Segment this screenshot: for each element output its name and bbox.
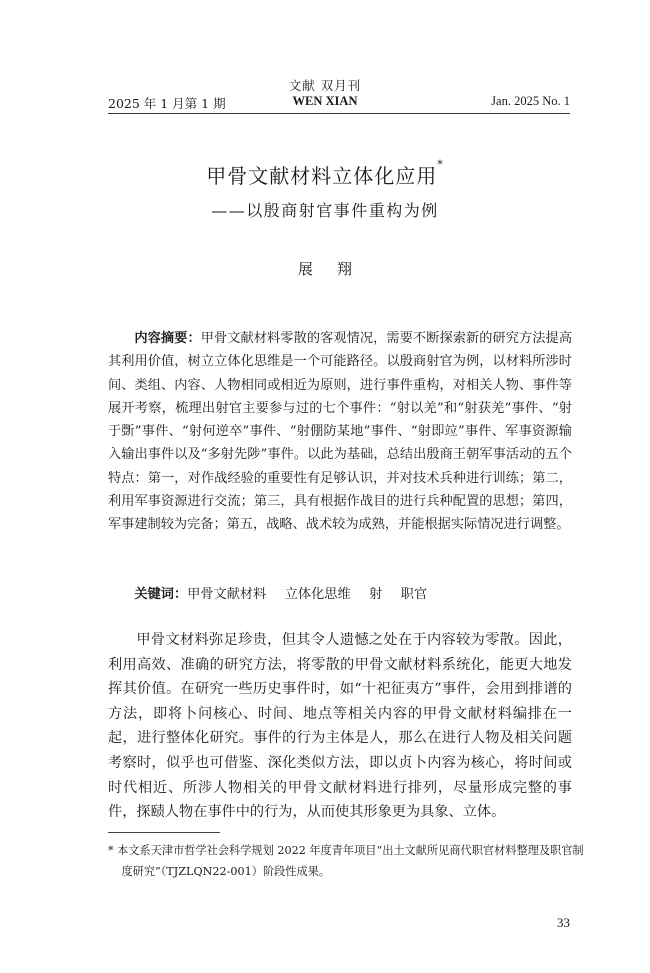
keyword: 射 (369, 587, 383, 602)
journal-name-en: WEN XIAN (292, 94, 358, 108)
keyword: 立体化思维 (284, 587, 351, 602)
abstract-text: 甲骨文献材料零散的客观情况，需要不断探索新的研究方法提高其利用价值，树立立体化思维是一个可能路径。以殷商射官为例，以材料所涉时间、类组、内容、人物相同或相近为原则，进行事件重构，对相关人物、事件等展开考察，梳理出射官主要参与过的七个事件：“射以羌”和“射获羌”事件、“射于斲”事件、“射何逆卒”事件、“射倗防某地”事件、“射即竝”事件、军事资源输入输出事件以及“多射先陟”事件。以此为基础，总结出殷商王朝军事活动的五个特点：第一，对作战经验的重要性有足够认识，并对技术兵种进行训练；第二，利用军事资源进行交流；第三，具有根据作战目的进行兵种配置的思想；第四，军事建制较为完备；第五，战略、战术较为成熟，并能根据实际情况进行调整。 (108, 331, 573, 533)
issue-en: Jan. 2025 No. 1 (491, 94, 570, 108)
title-footnote-mark: * (437, 158, 444, 171)
journal-name-top: 文献 双月刊 (288, 78, 362, 93)
header-rule (108, 113, 570, 114)
article-subtitle: ——以殷商射官事件重构为例 (211, 201, 439, 220)
article-title (0, 160, 650, 189)
footnote-text: 本文系天津市哲学社会科学规划 2022 年度青年项目“出土文献所见商代职官材料整理及职官制度研究”（TJZLQN22-001）阶段性成果。 (117, 844, 584, 878)
body-paragraph: 甲骨文材料弥足珍贵，但其令人遗憾之处在于内容较为零散。因此，利用高效、准确的研究方法，将零散的甲骨文献材料系统化，能更大地发挥其价值。在研究一些历史事件时，如“十祀征夷方”事件，会用到排谱的方法，即将卜问核心、时间、地点等相关内容的甲骨文献材料编排在一起，进行整体化研究。事件的行为主体是人，那么在进行人物及相关问题考察时，似乎也可借鉴、深化类似方法，即以贞卜内容为核心，将时间或时代相近、所涉人物相关的甲骨文献材料进行排列，尽量形成完整的事件，探赜人物在事件中的行为，从而使其形象更为具象、立体。 (108, 632, 572, 821)
page-number: 33 (557, 915, 570, 930)
abstract (108, 327, 572, 537)
footnote (108, 840, 585, 882)
footnote-mark: * (108, 844, 114, 857)
keyword: 甲骨文献材料 (187, 587, 267, 602)
article-title-text: 甲骨文献材料立体化应用 (206, 164, 438, 188)
keywords-label: 关键词： (134, 587, 188, 602)
footnote-rule (108, 832, 220, 833)
body-text (108, 628, 572, 825)
keywords (108, 583, 572, 602)
author-name: 展翔 (297, 260, 376, 278)
keyword: 职官 (400, 587, 428, 602)
issue-cn: 2025 年 1 月第 1 期 (108, 96, 226, 111)
abstract-label: 内容摘要： (134, 331, 201, 346)
